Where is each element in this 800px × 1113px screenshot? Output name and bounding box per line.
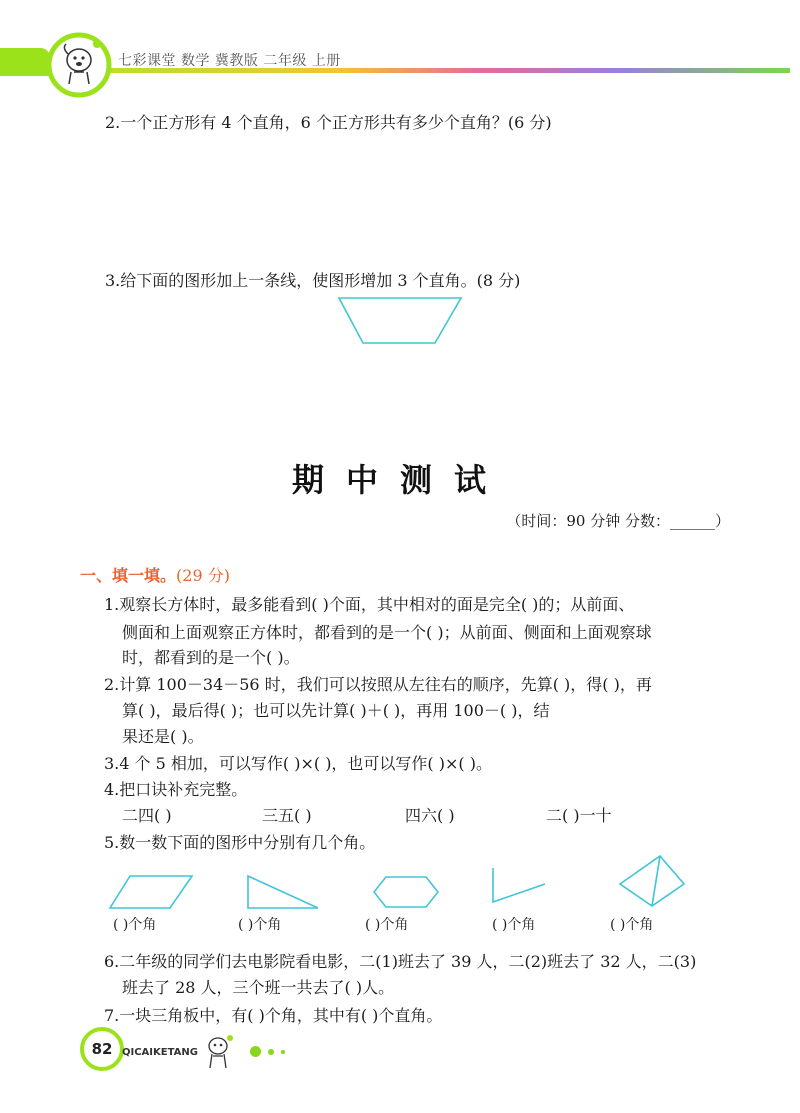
footer-dot-large: [250, 1046, 261, 1057]
item-2-line-3: 果还是( )。: [122, 727, 204, 746]
section-title: 一、填一填。: [80, 566, 177, 585]
item-2-line-2: 算( )，最后得( )；也可以先计算( )＋( )，再用 100－( )，结: [122, 701, 550, 720]
right-triangle-shape: [248, 876, 318, 908]
item-7: 7.一块三角板中，有( )个角，其中有( )个直角。: [104, 1006, 443, 1025]
hexagon-shape: [374, 877, 438, 907]
footer-dot-small: [281, 1050, 285, 1054]
angle-shape: [493, 868, 545, 902]
item-5: 5.数一数下面的图形中分别有几个角。: [104, 833, 376, 852]
shape-label-5: ( )个角: [610, 917, 654, 933]
parallelogram-shape: [110, 876, 192, 908]
item-1-line-1: 1.观察长方体时，最多能看到( )个面，其中相对的面是完全( )的；从前面、: [104, 595, 635, 614]
shape-label-4: ( )个角: [492, 917, 536, 933]
shape-label-1: ( )个角: [113, 917, 157, 933]
question-2-top: 2.一个正方形有 4 个直角，6 个正方形共有多少个直角？(6 分): [105, 113, 552, 132]
page-number: 82: [80, 1027, 124, 1071]
section-score: (29 分): [176, 566, 230, 585]
question-3-top: 3.给下面的图形加上一条线，使图形增加 3 个直角。(8 分): [105, 271, 521, 290]
diamond-shape: [620, 856, 684, 906]
footer-mascot-icon: [196, 1030, 240, 1074]
footer-brand: QICAIKETANG: [122, 1047, 198, 1058]
shape-label-2: ( )个角: [238, 917, 282, 933]
mascot-icon: [44, 30, 114, 100]
item-4-fill-4: 二( )一十: [546, 806, 612, 825]
trapezoid-shape: [335, 295, 465, 347]
item-4-fill-1: 二四( ): [122, 806, 172, 825]
item-6-line-2: 班去了 28 人，三个班一共去了( )人。: [122, 978, 395, 997]
exam-meta: （时间：90 分钟 分数：______）: [506, 512, 730, 530]
item-1-line-2: 侧面和上面观察正方体时，都看到的是一个( )；从前面、侧面和上面观察球: [122, 623, 652, 642]
item-2-line-1: 2.计算 100－34－56 时，我们可以按照从左往右的顺序，先算( )，得( )，再: [104, 675, 652, 694]
item-4-fill-2: 三五( ): [262, 806, 312, 825]
item-1-line-3: 时，都看到的是一个( )。: [122, 648, 300, 667]
item-4-fill-3: 四六( ): [405, 806, 455, 825]
footer-dot-medium: [268, 1049, 274, 1055]
shape-label-3: ( )个角: [365, 917, 409, 933]
item-4: 4.把口诀补充完整。: [104, 780, 248, 799]
exam-title: 期中测试: [291, 461, 508, 499]
header-title: 七彩课堂 数学 冀教版 二年级 上册: [118, 53, 341, 69]
item-6-line-1: 6.二年级的同学们去电影院看电影，二(1)班去了 39 人，二(2)班去了 32 人，二(3): [104, 952, 697, 971]
item-3: 3.4 个 5 相加，可以写作( )×( )，也可以写作( )×( )。: [104, 754, 492, 773]
shapes-row: [100, 850, 700, 912]
section-heading: [80, 563, 230, 586]
